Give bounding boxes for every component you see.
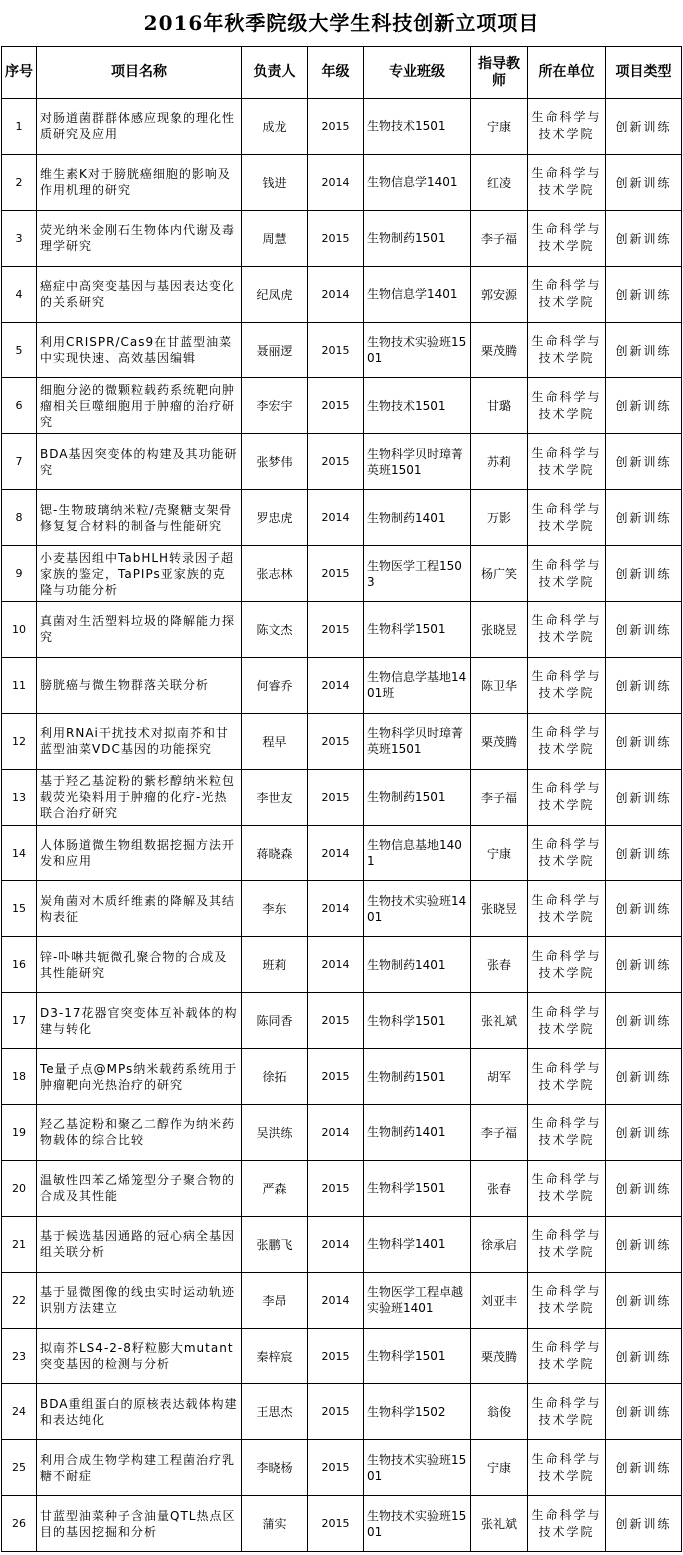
table-row bbox=[2, 378, 682, 434]
cell-project-name: 对肠道菌群群体感应现象的理化性质研究及应用 bbox=[37, 99, 242, 155]
cell-project-name: 荧光纳米金刚石生物体内代谢及毒理学研究 bbox=[37, 210, 242, 266]
table-row bbox=[2, 1496, 682, 1552]
cell-major: 生物科学1501 bbox=[364, 602, 471, 658]
cell-year: 2015 bbox=[308, 1440, 364, 1496]
cell-project-name: 维生素K对于膀胱癌细胞的影响及作用机理的研究 bbox=[37, 154, 242, 210]
cell-year: 2014 bbox=[308, 1105, 364, 1161]
cell-advisor: 苏莉 bbox=[471, 434, 528, 490]
cell-type: 创新训练 bbox=[606, 546, 682, 602]
cell-unit: 生命科学与技术学院 bbox=[528, 99, 606, 155]
cell-project-name: 基于候选基因通路的冠心病全基因组关联分析 bbox=[37, 1216, 242, 1272]
cell-major: 生物信息基地1401 bbox=[364, 825, 471, 881]
cell-type: 创新训练 bbox=[606, 937, 682, 993]
cell-leader: 张梦伟 bbox=[242, 434, 308, 490]
cell-major: 生物制药1501 bbox=[364, 210, 471, 266]
cell-project-name: 拟南芥LS4-2-8籽粒膨大mutant突变基因的检测与分析 bbox=[37, 1328, 242, 1384]
cell-major: 生物科学1401 bbox=[364, 1216, 471, 1272]
cell-project-name: 温敏性四苯乙烯笼型分子聚合物的合成及其性能 bbox=[37, 1160, 242, 1216]
cell-idx: 13 bbox=[2, 769, 37, 825]
header-year: 年级 bbox=[308, 47, 364, 99]
cell-leader: 何睿乔 bbox=[242, 657, 308, 713]
cell-type: 创新训练 bbox=[606, 1328, 682, 1384]
cell-unit: 生命科学与技术学院 bbox=[528, 210, 606, 266]
cell-advisor: 宁康 bbox=[471, 1440, 528, 1496]
cell-idx: 5 bbox=[2, 322, 37, 378]
table-row bbox=[2, 154, 682, 210]
cell-leader: 纪凤虎 bbox=[242, 266, 308, 322]
cell-advisor: 红凌 bbox=[471, 154, 528, 210]
cell-type: 创新训练 bbox=[606, 322, 682, 378]
cell-type: 创新训练 bbox=[606, 825, 682, 881]
cell-project-name: 羟乙基淀粉和聚乙二醇作为纳米药物载体的综合比较 bbox=[37, 1105, 242, 1161]
cell-unit: 生命科学与技术学院 bbox=[528, 602, 606, 658]
cell-advisor: 张晓昱 bbox=[471, 602, 528, 658]
cell-type: 创新训练 bbox=[606, 602, 682, 658]
cell-idx: 11 bbox=[2, 657, 37, 713]
cell-type: 创新训练 bbox=[606, 1049, 682, 1105]
cell-type: 创新训练 bbox=[606, 490, 682, 546]
cell-unit: 生命科学与技术学院 bbox=[528, 937, 606, 993]
cell-leader: 秦梓宸 bbox=[242, 1328, 308, 1384]
cell-year: 2015 bbox=[308, 378, 364, 434]
cell-major: 生物信息学1401 bbox=[364, 266, 471, 322]
cell-leader: 李昂 bbox=[242, 1272, 308, 1328]
cell-advisor: 张春 bbox=[471, 937, 528, 993]
cell-major: 生物医学工程1503 bbox=[364, 546, 471, 602]
table-row bbox=[2, 1272, 682, 1328]
cell-project-name: D3-17花器官突变体互补载体的构建与转化 bbox=[37, 993, 242, 1049]
cell-major: 生物科学1501 bbox=[364, 1328, 471, 1384]
cell-project-name: 炭角菌对木质纤维素的降解及其结构表征 bbox=[37, 881, 242, 937]
cell-advisor: 张礼斌 bbox=[471, 993, 528, 1049]
cell-idx: 15 bbox=[2, 881, 37, 937]
cell-idx: 22 bbox=[2, 1272, 37, 1328]
cell-idx: 2 bbox=[2, 154, 37, 210]
cell-year: 2015 bbox=[308, 99, 364, 155]
cell-year: 2015 bbox=[308, 434, 364, 490]
cell-unit: 生命科学与技术学院 bbox=[528, 322, 606, 378]
table-row bbox=[2, 1105, 682, 1161]
cell-leader: 陈文杰 bbox=[242, 602, 308, 658]
cell-major: 生物技术实验班1501 bbox=[364, 1496, 471, 1552]
cell-leader: 聂丽逻 bbox=[242, 322, 308, 378]
cell-major: 生物制药1401 bbox=[364, 490, 471, 546]
cell-project-name: 利用合成生物学构建工程菌治疗乳糖不耐症 bbox=[37, 1440, 242, 1496]
cell-type: 创新训练 bbox=[606, 154, 682, 210]
cell-unit: 生命科学与技术学院 bbox=[528, 1216, 606, 1272]
cell-year: 2014 bbox=[308, 1216, 364, 1272]
project-table bbox=[1, 46, 682, 1552]
cell-advisor: 宁康 bbox=[471, 825, 528, 881]
cell-unit: 生命科学与技术学院 bbox=[528, 881, 606, 937]
cell-advisor: 郭安源 bbox=[471, 266, 528, 322]
cell-unit: 生命科学与技术学院 bbox=[528, 769, 606, 825]
header-type: 项目类型 bbox=[606, 47, 682, 99]
cell-year: 2014 bbox=[308, 657, 364, 713]
cell-type: 创新训练 bbox=[606, 657, 682, 713]
cell-project-name: 细胞分泌的微颗粒载药系统靶向肿瘤相关巨噬细胞用于肿瘤的治疗研究 bbox=[37, 378, 242, 434]
cell-advisor: 李子福 bbox=[471, 210, 528, 266]
cell-project-name: 人体肠道微生物组数据挖掘方法开发和应用 bbox=[37, 825, 242, 881]
cell-idx: 19 bbox=[2, 1105, 37, 1161]
cell-idx: 25 bbox=[2, 1440, 37, 1496]
cell-unit: 生命科学与技术学院 bbox=[528, 1049, 606, 1105]
cell-advisor: 张春 bbox=[471, 1160, 528, 1216]
cell-advisor: 宁康 bbox=[471, 99, 528, 155]
table-row bbox=[2, 881, 682, 937]
cell-leader: 陈同香 bbox=[242, 993, 308, 1049]
cell-advisor: 徐承启 bbox=[471, 1216, 528, 1272]
cell-major: 生物科学1501 bbox=[364, 993, 471, 1049]
cell-project-name: 利用CRISPR/Cas9在甘蓝型油菜中实现快速、高效基因编辑 bbox=[37, 322, 242, 378]
cell-leader: 李世友 bbox=[242, 769, 308, 825]
cell-type: 创新训练 bbox=[606, 99, 682, 155]
cell-unit: 生命科学与技术学院 bbox=[528, 1160, 606, 1216]
cell-type: 创新训练 bbox=[606, 993, 682, 1049]
table-row bbox=[2, 434, 682, 490]
table-row bbox=[2, 490, 682, 546]
header-idx: 序号 bbox=[2, 47, 37, 99]
header-name: 项目名称 bbox=[37, 47, 242, 99]
cell-idx: 23 bbox=[2, 1328, 37, 1384]
header-unit: 所在单位 bbox=[528, 47, 606, 99]
cell-idx: 9 bbox=[2, 546, 37, 602]
cell-year: 2015 bbox=[308, 1384, 364, 1440]
cell-leader: 李东 bbox=[242, 881, 308, 937]
cell-advisor: 栗茂腾 bbox=[471, 1328, 528, 1384]
cell-type: 创新训练 bbox=[606, 1216, 682, 1272]
cell-type: 创新训练 bbox=[606, 1272, 682, 1328]
cell-leader: 班莉 bbox=[242, 937, 308, 993]
cell-unit: 生命科学与技术学院 bbox=[528, 378, 606, 434]
cell-unit: 生命科学与技术学院 bbox=[528, 713, 606, 769]
table-row bbox=[2, 1049, 682, 1105]
cell-advisor: 甘璐 bbox=[471, 378, 528, 434]
cell-year: 2014 bbox=[308, 1272, 364, 1328]
cell-leader: 徐拓 bbox=[242, 1049, 308, 1105]
cell-idx: 24 bbox=[2, 1384, 37, 1440]
cell-unit: 生命科学与技术学院 bbox=[528, 1272, 606, 1328]
cell-year: 2014 bbox=[308, 825, 364, 881]
cell-unit: 生命科学与技术学院 bbox=[528, 154, 606, 210]
cell-major: 生物技术实验班1501 bbox=[364, 322, 471, 378]
cell-unit: 生命科学与技术学院 bbox=[528, 434, 606, 490]
cell-year: 2014 bbox=[308, 154, 364, 210]
cell-year: 2014 bbox=[308, 490, 364, 546]
cell-idx: 6 bbox=[2, 378, 37, 434]
cell-advisor: 万影 bbox=[471, 490, 528, 546]
cell-project-name: Te量子点@MPs纳米载药系统用于肿瘤靶向光热治疗的研究 bbox=[37, 1049, 242, 1105]
cell-type: 创新训练 bbox=[606, 713, 682, 769]
cell-year: 2014 bbox=[308, 937, 364, 993]
cell-unit: 生命科学与技术学院 bbox=[528, 266, 606, 322]
cell-unit: 生命科学与技术学院 bbox=[528, 993, 606, 1049]
cell-unit: 生命科学与技术学院 bbox=[528, 1496, 606, 1552]
cell-advisor: 栗茂腾 bbox=[471, 713, 528, 769]
cell-leader: 李宏宇 bbox=[242, 378, 308, 434]
cell-project-name: 小麦基因组中TabHLH转录因子超家族的鉴定，TaPIPs亚家族的克隆与功能分析 bbox=[37, 546, 242, 602]
cell-project-name: BDA重组蛋白的原核表达载体构建和表达纯化 bbox=[37, 1384, 242, 1440]
cell-leader: 罗忠虎 bbox=[242, 490, 308, 546]
cell-major: 生物制药1501 bbox=[364, 769, 471, 825]
cell-advisor: 李子福 bbox=[471, 1105, 528, 1161]
cell-idx: 12 bbox=[2, 713, 37, 769]
table-row bbox=[2, 1216, 682, 1272]
cell-advisor: 胡军 bbox=[471, 1049, 528, 1105]
cell-type: 创新训练 bbox=[606, 434, 682, 490]
cell-type: 创新训练 bbox=[606, 1440, 682, 1496]
header-leader: 负责人 bbox=[242, 47, 308, 99]
table-row bbox=[2, 825, 682, 881]
header-row bbox=[2, 47, 682, 99]
cell-leader: 成龙 bbox=[242, 99, 308, 155]
cell-type: 创新训练 bbox=[606, 881, 682, 937]
cell-unit: 生命科学与技术学院 bbox=[528, 657, 606, 713]
table-row bbox=[2, 769, 682, 825]
cell-idx: 8 bbox=[2, 490, 37, 546]
header-major: 专业班级 bbox=[364, 47, 471, 99]
table-row bbox=[2, 1384, 682, 1440]
table-row bbox=[2, 546, 682, 602]
cell-advisor: 张晓昱 bbox=[471, 881, 528, 937]
cell-major: 生物科学贝时璋菁英班1501 bbox=[364, 434, 471, 490]
cell-year: 2015 bbox=[308, 602, 364, 658]
table-row bbox=[2, 1440, 682, 1496]
cell-project-name: BDA基因突变体的构建及其功能研究 bbox=[37, 434, 242, 490]
cell-major: 生物科学1502 bbox=[364, 1384, 471, 1440]
cell-idx: 14 bbox=[2, 825, 37, 881]
cell-major: 生物技术1501 bbox=[364, 99, 471, 155]
cell-leader: 李晓杨 bbox=[242, 1440, 308, 1496]
cell-unit: 生命科学与技术学院 bbox=[528, 1440, 606, 1496]
cell-leader: 王思杰 bbox=[242, 1384, 308, 1440]
cell-idx: 7 bbox=[2, 434, 37, 490]
cell-type: 创新训练 bbox=[606, 769, 682, 825]
cell-major: 生物制药1401 bbox=[364, 1105, 471, 1161]
cell-year: 2015 bbox=[308, 1496, 364, 1552]
cell-year: 2014 bbox=[308, 881, 364, 937]
cell-major: 生物信息学基地1401班 bbox=[364, 657, 471, 713]
cell-major: 生物科学1501 bbox=[364, 1160, 471, 1216]
table-row bbox=[2, 713, 682, 769]
cell-idx: 16 bbox=[2, 937, 37, 993]
cell-year: 2014 bbox=[308, 266, 364, 322]
cell-advisor: 陈卫华 bbox=[471, 657, 528, 713]
cell-leader: 周慧 bbox=[242, 210, 308, 266]
cell-project-name: 基于羟乙基淀粉的紫杉醇纳米粒包载荧光染料用于肿瘤的化疗-光热联合治疗研究 bbox=[37, 769, 242, 825]
cell-leader: 程早 bbox=[242, 713, 308, 769]
cell-idx: 18 bbox=[2, 1049, 37, 1105]
cell-idx: 17 bbox=[2, 993, 37, 1049]
cell-unit: 生命科学与技术学院 bbox=[528, 490, 606, 546]
table-row bbox=[2, 993, 682, 1049]
cell-idx: 3 bbox=[2, 210, 37, 266]
cell-year: 2015 bbox=[308, 546, 364, 602]
cell-type: 创新训练 bbox=[606, 1496, 682, 1552]
cell-major: 生物技术实验班1401 bbox=[364, 881, 471, 937]
cell-idx: 1 bbox=[2, 99, 37, 155]
table-row bbox=[2, 657, 682, 713]
table-row bbox=[2, 937, 682, 993]
cell-type: 创新训练 bbox=[606, 1105, 682, 1161]
cell-unit: 生命科学与技术学院 bbox=[528, 1105, 606, 1161]
cell-leader: 张志林 bbox=[242, 546, 308, 602]
cell-leader: 张鹏飞 bbox=[242, 1216, 308, 1272]
cell-advisor: 翁俊 bbox=[471, 1384, 528, 1440]
cell-major: 生物制药1401 bbox=[364, 937, 471, 993]
cell-idx: 10 bbox=[2, 602, 37, 658]
cell-major: 生物制药1501 bbox=[364, 1049, 471, 1105]
cell-year: 2015 bbox=[308, 769, 364, 825]
cell-major: 生物技术1501 bbox=[364, 378, 471, 434]
cell-advisor: 刘亚丰 bbox=[471, 1272, 528, 1328]
cell-leader: 蒋晓森 bbox=[242, 825, 308, 881]
cell-idx: 21 bbox=[2, 1216, 37, 1272]
cell-project-name: 真菌对生活塑料垃圾的降解能力探究 bbox=[37, 602, 242, 658]
cell-project-name: 膀胱癌与微生物群落关联分析 bbox=[37, 657, 242, 713]
cell-major: 生物信息学1401 bbox=[364, 154, 471, 210]
cell-leader: 严森 bbox=[242, 1160, 308, 1216]
cell-year: 2015 bbox=[308, 210, 364, 266]
table-row bbox=[2, 210, 682, 266]
cell-year: 2015 bbox=[308, 1049, 364, 1105]
cell-unit: 生命科学与技术学院 bbox=[528, 1328, 606, 1384]
cell-type: 创新训练 bbox=[606, 1160, 682, 1216]
cell-year: 2015 bbox=[308, 713, 364, 769]
cell-unit: 生命科学与技术学院 bbox=[528, 1384, 606, 1440]
cell-major: 生物医学工程卓越实验班1401 bbox=[364, 1272, 471, 1328]
table-row bbox=[2, 602, 682, 658]
cell-leader: 蒲实 bbox=[242, 1496, 308, 1552]
cell-advisor: 李子福 bbox=[471, 769, 528, 825]
cell-unit: 生命科学与技术学院 bbox=[528, 825, 606, 881]
cell-idx: 20 bbox=[2, 1160, 37, 1216]
table-row bbox=[2, 1328, 682, 1384]
cell-idx: 26 bbox=[2, 1496, 37, 1552]
header-advisor: 指导教师 bbox=[471, 47, 528, 99]
cell-advisor: 张礼斌 bbox=[471, 1496, 528, 1552]
cell-project-name: 癌症中高突变基因与基因表达变化的关系研究 bbox=[37, 266, 242, 322]
cell-major: 生物科学贝时璋菁英班1501 bbox=[364, 713, 471, 769]
cell-type: 创新训练 bbox=[606, 266, 682, 322]
table-row bbox=[2, 322, 682, 378]
table-row bbox=[2, 99, 682, 155]
cell-year: 2015 bbox=[308, 993, 364, 1049]
cell-leader: 钱进 bbox=[242, 154, 308, 210]
cell-advisor: 杨广笑 bbox=[471, 546, 528, 602]
cell-project-name: 利用RNAi干扰技术对拟南芥和甘蓝型油菜VDC基因的功能探究 bbox=[37, 713, 242, 769]
cell-type: 创新训练 bbox=[606, 1384, 682, 1440]
cell-leader: 吴洪练 bbox=[242, 1105, 308, 1161]
cell-advisor: 栗茂腾 bbox=[471, 322, 528, 378]
table-row bbox=[2, 1160, 682, 1216]
cell-year: 2015 bbox=[308, 1160, 364, 1216]
cell-unit: 生命科学与技术学院 bbox=[528, 546, 606, 602]
cell-major: 生物技术实验班1501 bbox=[364, 1440, 471, 1496]
cell-project-name: 锌-卟啉共轭微孔聚合物的合成及其性能研究 bbox=[37, 937, 242, 993]
cell-type: 创新训练 bbox=[606, 378, 682, 434]
table-row bbox=[2, 266, 682, 322]
cell-project-name: 基于显微图像的线虫实时运动轨迹识别方法建立 bbox=[37, 1272, 242, 1328]
cell-type: 创新训练 bbox=[606, 210, 682, 266]
cell-idx: 4 bbox=[2, 266, 37, 322]
cell-project-name: 甘蓝型油菜种子含油量QTL热点区目的基因挖掘和分析 bbox=[37, 1496, 242, 1552]
cell-project-name: 锶-生物玻璃纳米粒/壳聚糖支架骨修复复合材料的制备与性能研究 bbox=[37, 490, 242, 546]
cell-year: 2015 bbox=[308, 322, 364, 378]
cell-year: 2015 bbox=[308, 1328, 364, 1384]
page-title: 2016年秋季院级大学生科技创新立项项目 bbox=[143, 11, 540, 35]
